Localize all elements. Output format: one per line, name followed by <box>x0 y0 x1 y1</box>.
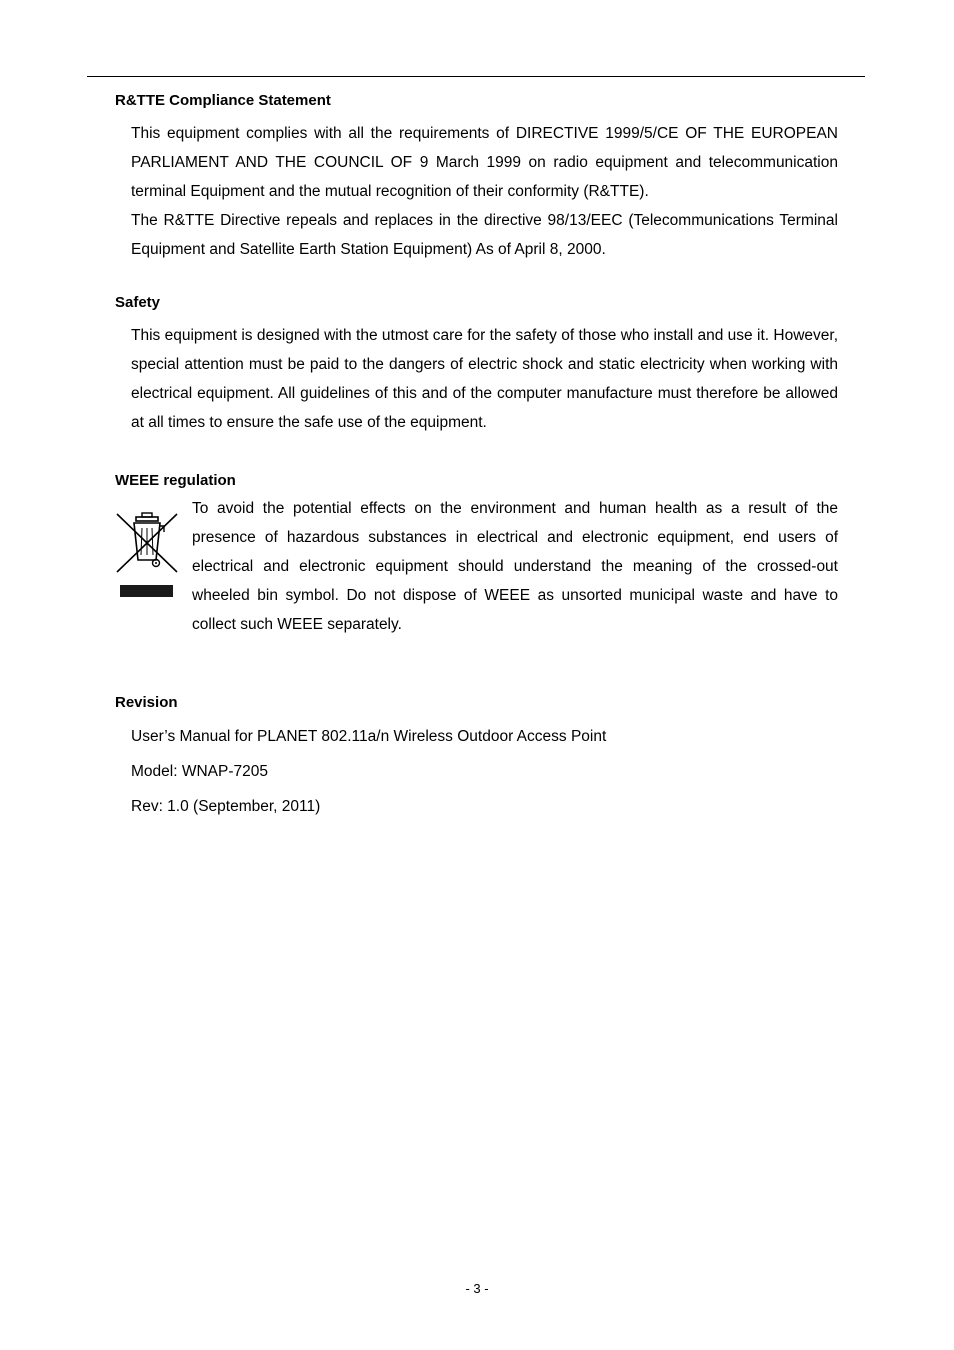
safety-heading: Safety <box>115 294 161 311</box>
rtte-paragraph-2: The R&TTE Directive repeals and replaces in the directive 98/13/EEC (Telecommunications Terminal Equipment and Satellite Earth Station Equipment) As of April 8, 2000. <box>131 212 838 258</box>
weee-heading: WEEE regulation <box>115 472 236 489</box>
safety-body <box>131 321 838 437</box>
page-number: - 3 - <box>465 1281 489 1296</box>
revision-manual-title: User’s Manual for PLANET 802.11a/n Wireless Outdoor Access Point <box>131 728 607 745</box>
crossed-out-wheeled-bin-icon <box>114 510 180 600</box>
revision-heading: Revision <box>115 694 178 711</box>
rtte-body <box>131 119 838 264</box>
header-rule <box>87 76 865 77</box>
safety-paragraph-1: This equipment is designed with the utmost care for the safety of those who install and use it. However, special attention must be paid to the dangers of electric shock and static electricity when working with electrical equipment. All guidelines of this and of the computer manufacture must therefore be allowed at all times to ensure the safe use of the equipment. <box>131 327 838 431</box>
revision-rev: Rev: 1.0 (September, 2011) <box>131 798 321 815</box>
revision-model: Model: WNAP-7205 <box>131 763 268 780</box>
rtte-heading: R&TTE Compliance Statement <box>115 92 331 109</box>
rtte-paragraph-1: This equipment complies with all the requirements of DIRECTIVE 1999/5/CE OF THE EUROPEAN PARLIAMENT AND THE COUNCIL OF 9 March 1999 on radio equipment and telecommunication terminal Equipment and the mutual recognition of their conformity (R&TTE). <box>131 125 838 200</box>
weee-paragraph-1: To avoid the potential effects on the environment and human health as a result of the presence of hazardous substances in electrical and electronic equipment, end users of electrical and electronic equipment should understand the meaning of the crossed-out wheeled bin symbol. Do not dispose of WEEE as unsorted municipal waste and have to collect such WEEE separately. <box>192 500 838 633</box>
weee-body <box>192 494 838 639</box>
